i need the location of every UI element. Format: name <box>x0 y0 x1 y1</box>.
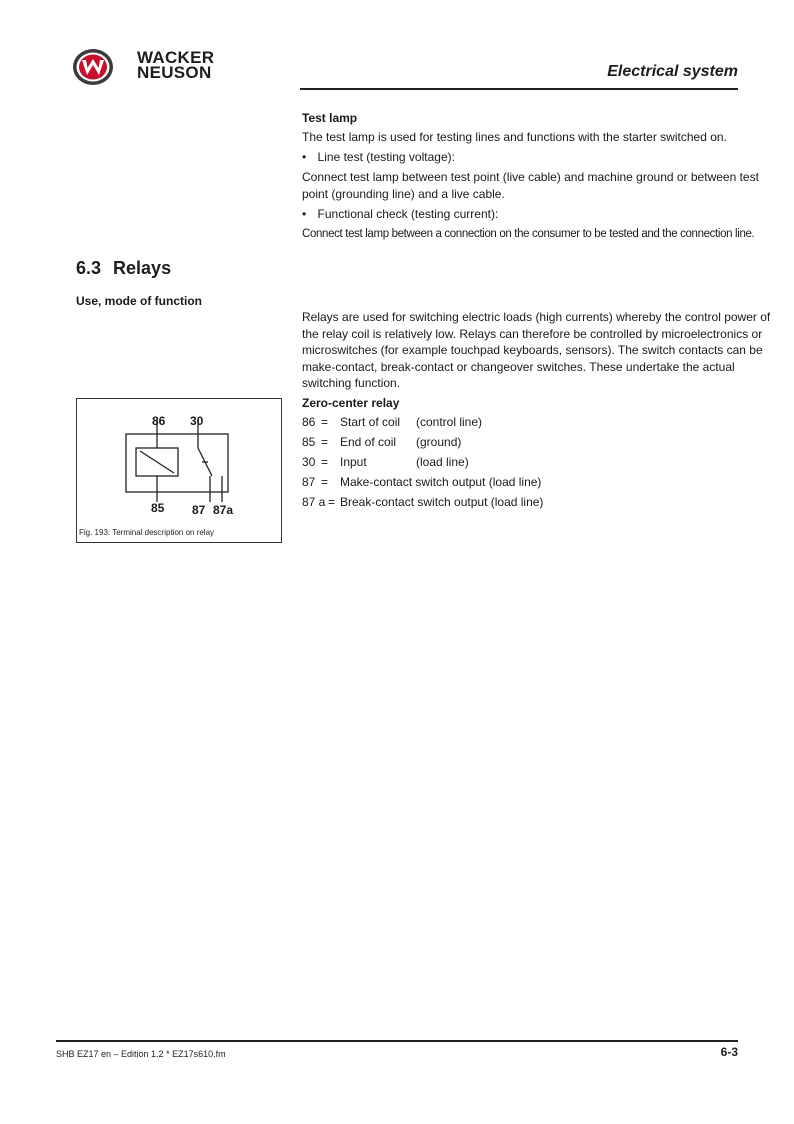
section-number: 6.3 <box>76 258 102 278</box>
zero-center-heading: Zero-center relay <box>302 396 400 410</box>
terminal-number: 86 <box>302 415 316 429</box>
terminal-desc: (control line) <box>416 415 483 429</box>
header-divider <box>300 88 738 90</box>
terminal-name: Break-contact switch output (load line) <box>340 495 544 509</box>
terminal-equals: = <box>321 475 329 489</box>
footer-divider <box>56 1040 738 1042</box>
brand-line-1: WACKER <box>137 48 215 67</box>
para-line: switching function. <box>302 376 401 390</box>
wacker-neuson-logo-icon <box>72 48 114 86</box>
terminal-desc: (ground) <box>416 435 462 449</box>
terminal-name: Start of coil <box>340 415 401 429</box>
page-number: 6-3 <box>720 1045 738 1059</box>
bullet-icon: • <box>302 150 307 164</box>
use-mode-heading: Use, mode of function <box>76 294 202 308</box>
bullet-icon: • <box>302 207 307 221</box>
terminal-name: End of coil <box>340 435 397 449</box>
relay-diagram <box>76 398 282 528</box>
test-lamp-para-2: Connect test lamp between a connection on the consumer to be tested and the connection line. <box>302 228 755 240</box>
test-lamp-intro: The test lamp is used for testing lines and functions with the starter switched on. <box>302 130 727 144</box>
terminal-name: Input <box>340 455 367 469</box>
bullet-line-test <box>302 149 455 166</box>
test-lamp-heading: Test lamp <box>302 111 358 125</box>
para-line: microswitches (for example touchpad keyboards, sensors). The switch contacts can be <box>302 343 763 357</box>
para-line: the relay coil is relatively low. Relays can therefore be controlled by microelectronics or <box>302 326 763 341</box>
bullet-text: Functional check (testing current): <box>317 207 499 221</box>
terminal-label-87: 87 <box>192 503 206 517</box>
bullet-functional-check <box>302 206 498 223</box>
section-name: Relays <box>113 258 172 278</box>
test-lamp-para-1 <box>302 169 759 203</box>
terminal-label-87a: 87a <box>213 503 234 517</box>
terminal-equals: = <box>321 415 329 429</box>
section-title: Electrical system <box>607 63 738 80</box>
terminal-equals: = <box>321 455 329 469</box>
para-line: point (grounding line) and a live cable. <box>302 187 505 201</box>
relays-description <box>302 309 770 392</box>
para-line: Connect test lamp between test point (live cable) and machine ground or between test <box>302 170 759 184</box>
bullet-text: Line test (testing voltage): <box>317 150 455 164</box>
terminal-number: 85 <box>302 435 316 449</box>
brand-line-2: NEUSON <box>137 63 212 82</box>
terminal-equals: = <box>321 435 329 449</box>
terminal-label-30: 30 <box>190 414 204 428</box>
terminal-desc: (load line) <box>416 455 469 469</box>
terminal-name: Make-contact switch output (load line) <box>340 475 542 489</box>
para-line: make-contact, break-contact or changeover switches. These undertake the actual <box>302 359 735 374</box>
para-line: Relays are used for switching electric loads (high currents) whereby the control power of <box>302 310 771 324</box>
section-heading-relays <box>76 258 171 279</box>
terminal-label-86: 86 <box>152 414 166 428</box>
coil-diagonal <box>140 451 174 473</box>
terminal-number: 30 <box>302 455 316 469</box>
relay-housing <box>126 434 228 492</box>
brand-name <box>137 50 214 80</box>
figure-caption: Fig. 193: Terminal description on relay <box>79 528 215 537</box>
terminal-number: 87 a <box>302 495 326 509</box>
terminal-label-85: 85 <box>151 501 165 515</box>
footer-doc-info: SHB EZ17 en – Edition 1.2 * EZ17s610.fm <box>56 1049 226 1059</box>
terminal-number: 87 <box>302 475 316 489</box>
terminal-equals: = <box>328 495 336 509</box>
